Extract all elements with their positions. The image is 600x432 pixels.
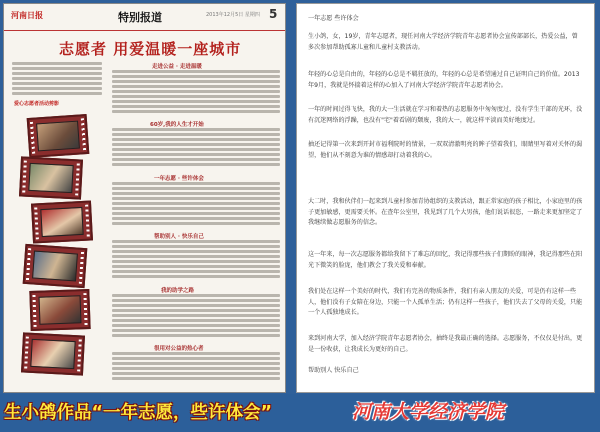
film-frame	[29, 289, 90, 331]
subhead: 一年志愿 · 些许体会	[154, 176, 204, 182]
headline: 志愿者 用爱温暖一座城市	[59, 40, 242, 58]
newspaper-page	[3, 3, 286, 393]
film-frame	[21, 332, 85, 375]
section-title: 特别报道	[118, 11, 162, 24]
volunteer-photo	[39, 295, 82, 324]
article-page	[296, 3, 595, 393]
date-line: 2013年12月5日 星期四	[206, 12, 260, 18]
subhead: 走进公益 · 走进温暖	[152, 64, 202, 70]
article-paragraph: 大二时，我和伙伴们一起来到儿童村参加青协组织的支教活动，跟正常家庭的孩子相比，小家庭里的孩子更加敏感，更需要关怀。在查年公室里，我见到了几个大男孩，他们说话很恣，一路走来更加坚定了我继续做志愿服务的信念。	[308, 198, 583, 227]
volunteer-photo	[32, 250, 78, 281]
text-block	[112, 240, 280, 280]
article-paragraph: 一年的时间过得飞快，我的大一生活就在学习和着热的志愿服务中匆匆度过，没有学生干部的光环，没有沉迷网络的浮躁，也没有"宅"着看剧的颓废，我的大一，就这样平淡而美好地度过。	[308, 106, 583, 124]
subhead: 我的助学之路	[161, 288, 195, 294]
caption-text: 生小鸽作品“一年志愿，些许体会”	[4, 403, 273, 423]
article-paragraph: 来到河南大学，加入经济学院青年志愿者协会，抽终是我最正确的选择。志愿服务，不仅仅是付出，更是一份收获，让我成长为更好的自己。	[308, 335, 583, 353]
text-block	[112, 70, 280, 115]
photo-section-label: 爱心志愿者活动剪影	[14, 101, 60, 107]
volunteer-photo	[36, 121, 80, 152]
article-paragraph: 我们处在这样一个美好的时代，我们有完善的物质条件，我们有亲人朋友的关爱，可是仍有这样一些人，他们没有子女陪在身边，只能一个人孤单生活；仍有这样一些孩子，他们失去了父母的关爱，只能一个人孤独地成长。	[308, 288, 583, 317]
film-frame	[31, 200, 93, 243]
masthead	[4, 4, 285, 31]
article-paragraph: 生小鸽，女，19岁，青年志愿者，现任河南大学经济学院青年志愿者协会宣传部部长，热爱公益，曾多次参加帮助孤寡儿童和儿童村支教活动。	[308, 33, 578, 51]
page-number: 5	[269, 7, 278, 21]
article-paragraph: 这一年来，每一次志愿服务都给我留下了难忘的回忆，我记得那些孩子们期盼的眼神，我记得那些在阳光下微笑的脸庞，他们教会了我关爱和奉献。	[308, 251, 583, 269]
subhead: 60岁,我的人生才开始	[150, 122, 204, 128]
article-paragraph: 抽还记得第一次来到开封市福利院时的情景，一双双清澈明亮的眸子望着我们，眼睛里写着对关怀的渴望，他们从不刻意为谁的情感却打动着我的心。	[308, 141, 583, 159]
subhead: 帮助别人 · 快乐自己	[154, 234, 204, 240]
text-block	[112, 352, 280, 382]
film-strip	[12, 112, 104, 382]
text-block	[112, 128, 280, 168]
text-block	[12, 62, 102, 97]
film-frame	[27, 114, 90, 158]
film-frame	[19, 156, 83, 199]
newspaper-logo: 河南日报	[11, 11, 43, 20]
text-block	[112, 182, 280, 227]
text-block	[112, 294, 280, 339]
school-name: 河南大学经济学院	[352, 401, 505, 423]
volunteer-photo	[30, 339, 75, 369]
film-frame	[23, 244, 88, 288]
article-title: 一年志愿 些许体会	[308, 15, 359, 22]
subhead: 很用对公益的热心者	[154, 346, 204, 352]
volunteer-photo	[40, 207, 83, 237]
article-paragraph: 年轻的心总是自由的，年轻的心总是不羁狂放的，年轻的心总是希望通过自己证明自己的价值。2013年9月，我就是怀揣着这样的心加入了河南大学经济学院青年志愿者协会。	[308, 71, 580, 89]
article-signoff: 帮助别人 快乐自己	[308, 367, 359, 374]
volunteer-photo	[28, 163, 73, 193]
